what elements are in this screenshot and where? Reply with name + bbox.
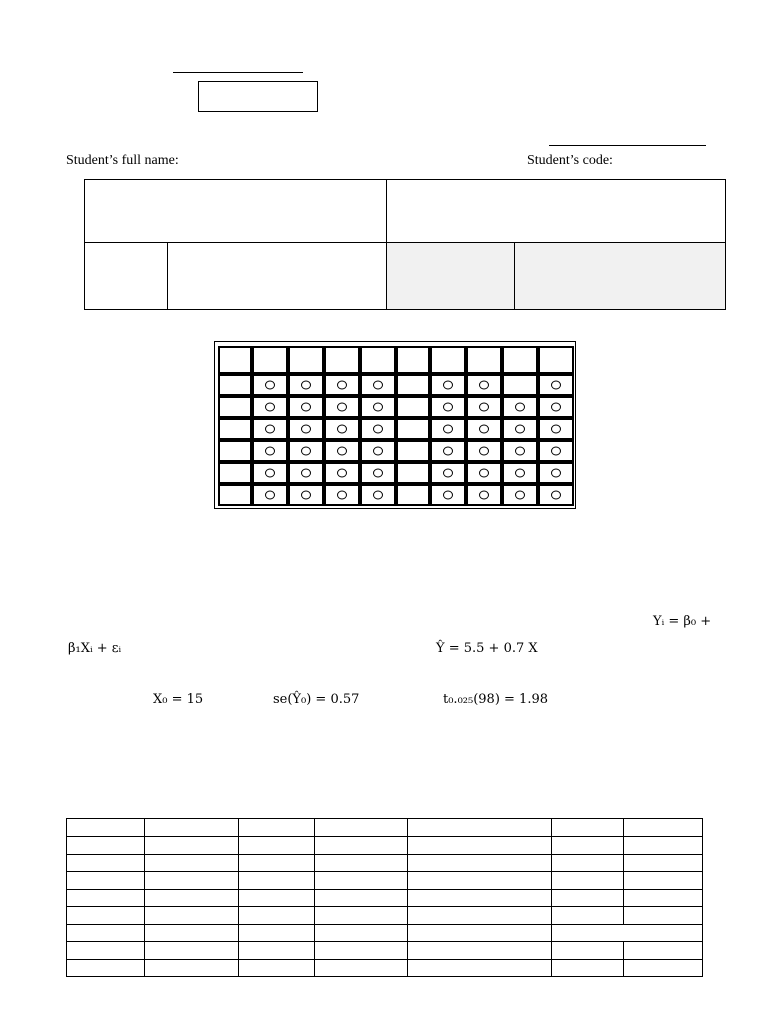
fitted-equation: Ŷ = 5.5 + 0.7 X bbox=[436, 641, 538, 656]
question-number-cell bbox=[218, 396, 252, 418]
answer-cell[interactable] bbox=[502, 374, 538, 396]
answer-cell[interactable] bbox=[538, 462, 574, 484]
answer-bubble[interactable] bbox=[337, 381, 347, 390]
answer-cell[interactable] bbox=[430, 418, 466, 440]
answer-bubble[interactable] bbox=[301, 381, 311, 390]
table-column-divider bbox=[407, 819, 408, 976]
grid-header-cell bbox=[502, 346, 538, 374]
answer-bubble[interactable] bbox=[515, 491, 525, 500]
answer-bubble[interactable] bbox=[265, 447, 275, 456]
answer-cell[interactable] bbox=[324, 396, 360, 418]
answer-cell[interactable] bbox=[430, 440, 466, 462]
standard-error-value: se(Ŷ₀) = 0.57 bbox=[273, 692, 360, 707]
answer-cell[interactable] bbox=[502, 418, 538, 440]
answer-bubble[interactable] bbox=[515, 469, 525, 478]
table-column-divider bbox=[623, 941, 624, 976]
code-underline bbox=[549, 145, 706, 146]
answer-bubble[interactable] bbox=[373, 491, 383, 500]
answer-bubble[interactable] bbox=[373, 403, 383, 412]
answer-cell[interactable] bbox=[430, 462, 466, 484]
answer-cell[interactable] bbox=[360, 374, 396, 396]
answer-bubble[interactable] bbox=[443, 447, 453, 456]
info-cell-bottom-2[interactable] bbox=[168, 243, 387, 309]
answer-bubble[interactable] bbox=[443, 425, 453, 434]
answer-bubble[interactable] bbox=[479, 381, 489, 390]
answer-bubble[interactable] bbox=[265, 425, 275, 434]
table-column-divider bbox=[314, 819, 315, 976]
info-cell-top-left[interactable] bbox=[85, 180, 387, 243]
info-cell-bottom-3 bbox=[387, 243, 515, 309]
grid-header-corner bbox=[396, 346, 430, 374]
table-row-divider bbox=[67, 889, 702, 890]
grid-header-corner bbox=[218, 346, 252, 374]
t-critical-value: t₀.₀₂₅(98) = 1.98 bbox=[443, 692, 548, 707]
question-number-cell bbox=[396, 484, 430, 506]
answer-bubble[interactable] bbox=[551, 469, 561, 478]
answer-cell[interactable] bbox=[324, 484, 360, 506]
answer-cell[interactable] bbox=[324, 462, 360, 484]
student-code-label: Student’s code: bbox=[527, 153, 613, 168]
answer-bubble[interactable] bbox=[443, 491, 453, 500]
student-name-label: Student’s full name: bbox=[66, 153, 179, 168]
answer-bubble[interactable] bbox=[443, 403, 453, 412]
answer-cell[interactable] bbox=[466, 396, 502, 418]
answer-bubble[interactable] bbox=[373, 425, 383, 434]
table-column-divider bbox=[238, 819, 239, 976]
answer-cell[interactable] bbox=[288, 462, 324, 484]
title-underline bbox=[173, 72, 303, 73]
answer-bubble[interactable] bbox=[373, 381, 383, 390]
score-box[interactable] bbox=[198, 81, 318, 112]
answer-cell[interactable] bbox=[360, 418, 396, 440]
x0-value: X₀ = 15 bbox=[153, 692, 204, 707]
answer-cell[interactable] bbox=[466, 418, 502, 440]
answer-bubble[interactable] bbox=[443, 469, 453, 478]
work-table bbox=[66, 818, 703, 977]
table-column-divider bbox=[144, 819, 145, 976]
question-number-cell bbox=[396, 418, 430, 440]
grid-header-cell bbox=[324, 346, 360, 374]
question-number-cell bbox=[396, 374, 430, 396]
answer-bubble[interactable] bbox=[551, 491, 561, 500]
grid-header-cell bbox=[538, 346, 574, 374]
answer-bubble[interactable] bbox=[479, 403, 489, 412]
answer-cell[interactable] bbox=[466, 440, 502, 462]
answer-cell[interactable] bbox=[538, 396, 574, 418]
answer-cell[interactable] bbox=[288, 484, 324, 506]
answer-bubble[interactable] bbox=[337, 469, 347, 478]
answer-cell[interactable] bbox=[538, 440, 574, 462]
question-number-cell bbox=[218, 462, 252, 484]
answer-bubble[interactable] bbox=[337, 447, 347, 456]
answer-bubble[interactable] bbox=[551, 425, 561, 434]
answer-cell[interactable] bbox=[252, 484, 288, 506]
model-equation-line1: Yᵢ = β₀ + bbox=[653, 614, 712, 629]
answer-cell[interactable] bbox=[360, 396, 396, 418]
answer-cell[interactable] bbox=[288, 418, 324, 440]
answer-bubble[interactable] bbox=[265, 381, 275, 390]
question-number-cell bbox=[396, 396, 430, 418]
answer-cell[interactable] bbox=[430, 484, 466, 506]
answer-bubble[interactable] bbox=[373, 447, 383, 456]
answer-cell[interactable] bbox=[252, 440, 288, 462]
table-column-divider bbox=[623, 819, 624, 924]
answer-cell[interactable] bbox=[360, 484, 396, 506]
answer-bubble[interactable] bbox=[301, 447, 311, 456]
question-number-cell bbox=[218, 484, 252, 506]
table-row-divider bbox=[67, 959, 702, 960]
answer-cell[interactable] bbox=[288, 374, 324, 396]
answer-bubble[interactable] bbox=[337, 425, 347, 434]
answer-bubble[interactable] bbox=[265, 469, 275, 478]
answer-bubble[interactable] bbox=[337, 403, 347, 412]
answer-bubble[interactable] bbox=[479, 491, 489, 500]
answer-cell[interactable] bbox=[502, 440, 538, 462]
answer-bubble[interactable] bbox=[301, 469, 311, 478]
grid-header-cell bbox=[288, 346, 324, 374]
question-number-cell bbox=[218, 374, 252, 396]
table-row-divider bbox=[67, 871, 702, 872]
model-equation-line2: β₁Xᵢ + εᵢ bbox=[68, 641, 122, 656]
table-row-divider bbox=[67, 836, 702, 837]
question-number-cell bbox=[396, 462, 430, 484]
answer-bubble[interactable] bbox=[373, 469, 383, 478]
answer-bubble[interactable] bbox=[479, 469, 489, 478]
grid-header-cell bbox=[466, 346, 502, 374]
answer-cell[interactable] bbox=[252, 396, 288, 418]
answer-bubble[interactable] bbox=[551, 447, 561, 456]
table-row-divider bbox=[67, 906, 702, 907]
answer-bubble[interactable] bbox=[479, 425, 489, 434]
answer-cell[interactable] bbox=[288, 440, 324, 462]
answer-cell[interactable] bbox=[538, 418, 574, 440]
answer-cell[interactable] bbox=[288, 396, 324, 418]
table-column-divider bbox=[551, 819, 552, 976]
answer-cell[interactable] bbox=[466, 484, 502, 506]
table-row-divider bbox=[67, 941, 702, 942]
answer-bubble[interactable] bbox=[515, 403, 525, 412]
student-info-table bbox=[84, 179, 726, 310]
answer-cell[interactable] bbox=[502, 396, 538, 418]
answer-bubble[interactable] bbox=[337, 491, 347, 500]
answer-bubble[interactable] bbox=[301, 403, 311, 412]
answer-cell[interactable] bbox=[430, 374, 466, 396]
answer-bubble[interactable] bbox=[265, 403, 275, 412]
answer-bubble[interactable] bbox=[551, 403, 561, 412]
answer-cell[interactable] bbox=[502, 462, 538, 484]
info-cell-top-right[interactable] bbox=[387, 180, 725, 243]
grid-header-cell bbox=[430, 346, 466, 374]
table-row-divider bbox=[67, 924, 702, 925]
answer-bubble[interactable] bbox=[515, 447, 525, 456]
grid-header-cell bbox=[360, 346, 396, 374]
answer-bubble[interactable] bbox=[443, 381, 453, 390]
table-row-divider bbox=[67, 854, 702, 855]
answer-cell[interactable] bbox=[252, 374, 288, 396]
info-cell-bottom-1[interactable] bbox=[85, 243, 168, 309]
answer-bubble-grid bbox=[214, 341, 576, 509]
answer-bubble[interactable] bbox=[301, 425, 311, 434]
answer-cell[interactable] bbox=[360, 462, 396, 484]
answer-cell[interactable] bbox=[324, 440, 360, 462]
answer-cell[interactable] bbox=[360, 440, 396, 462]
answer-cell[interactable] bbox=[466, 462, 502, 484]
question-number-cell bbox=[396, 440, 430, 462]
grid-header-cell bbox=[252, 346, 288, 374]
answer-cell[interactable] bbox=[324, 418, 360, 440]
answer-cell[interactable] bbox=[324, 374, 360, 396]
answer-cell[interactable] bbox=[252, 462, 288, 484]
answer-bubble[interactable] bbox=[265, 491, 275, 500]
answer-cell[interactable] bbox=[502, 484, 538, 506]
answer-bubble[interactable] bbox=[301, 491, 311, 500]
answer-bubble[interactable] bbox=[479, 447, 489, 456]
question-number-cell bbox=[218, 440, 252, 462]
answer-cell[interactable] bbox=[538, 374, 574, 396]
answer-bubble[interactable] bbox=[551, 381, 561, 390]
answer-cell[interactable] bbox=[538, 484, 574, 506]
answer-cell[interactable] bbox=[430, 396, 466, 418]
question-number-cell bbox=[218, 418, 252, 440]
answer-cell[interactable] bbox=[252, 418, 288, 440]
answer-bubble[interactable] bbox=[515, 425, 525, 434]
info-cell-bottom-4 bbox=[515, 243, 725, 309]
answer-cell[interactable] bbox=[466, 374, 502, 396]
